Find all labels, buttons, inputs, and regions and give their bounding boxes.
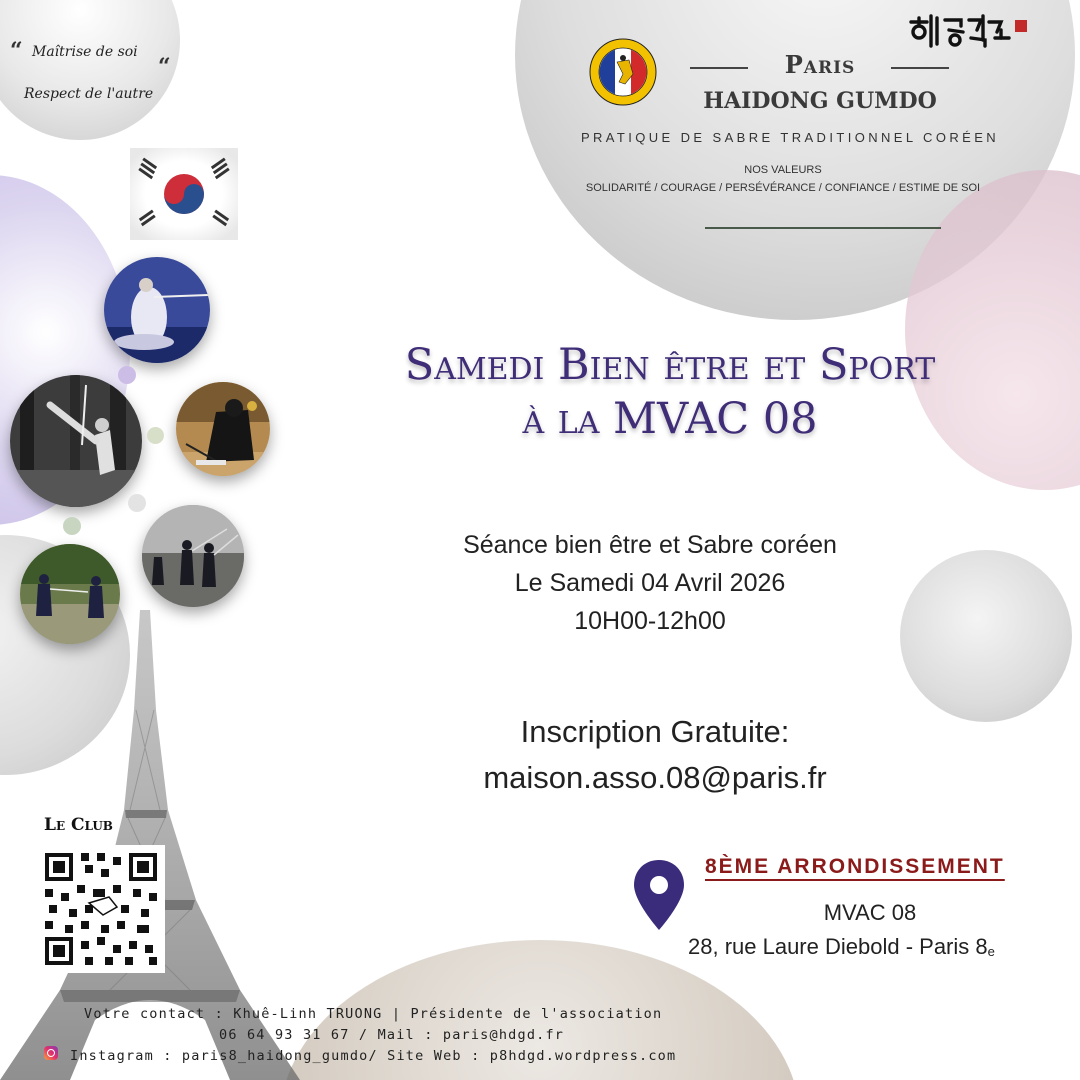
location-district: 8ÈME ARRONDISSEMENT <box>705 855 1005 878</box>
header-line-left <box>690 67 748 69</box>
location-address-suffix: e <box>987 944 995 959</box>
session-date: Le Samedi 04 Avril 2026 <box>514 569 786 597</box>
quote-line-self-control: Maîtrise de soi <box>32 44 138 60</box>
photo-beach-practice <box>142 505 244 607</box>
map-pin-icon <box>632 858 686 932</box>
decorative-dot <box>118 366 136 384</box>
header-club-name: HAIDONG GUMDO <box>703 88 937 114</box>
registration-email[interactable]: maison.asso.08@paris.fr <box>483 760 827 795</box>
registration-label: Inscription Gratuite: <box>520 714 790 749</box>
header-values: SOLIDARITÉ / COURAGE / PERSÉVÉRANCE / CONFIANCE / ESTIME DE SOI <box>585 182 981 194</box>
korean-flag-icon <box>130 148 238 240</box>
event-title-line2: à la MVAC 08 <box>522 394 818 444</box>
session-description: Séance bien être et Sabre coréen <box>463 531 837 559</box>
contact-person: Votre contact : Khuê-Linh TRUONG | Présidente de l'association <box>84 1006 663 1022</box>
photo-forest-kick <box>10 375 142 507</box>
quote-close-mark: “ <box>158 54 171 80</box>
club-logo <box>589 38 657 106</box>
location-address <box>688 934 1078 960</box>
decorative-dot <box>128 494 146 512</box>
header-practice: PRATIQUE DE SABRE TRADITIONNEL CORÉEN <box>580 130 1000 145</box>
quote-line-respect: Respect de l'autre <box>24 86 154 102</box>
location-address-text: 28, rue Laure Diebold - Paris 8 <box>688 934 988 959</box>
decorative-dot <box>63 517 81 535</box>
contact-instagram-site: Instagram : paris8_haidong_gumdo/ Site Web : p8hdgd.wordpress.com <box>70 1048 677 1064</box>
club-label: Le Club <box>44 815 113 835</box>
session-time: 10H00-12h00 <box>574 607 726 635</box>
contact-phone-mail: 06 64 93 31 67 / Mail : paris@hdgd.fr <box>219 1027 565 1043</box>
decorative-circle-top-left <box>0 0 180 140</box>
location-name: MVAC 08 <box>823 900 917 925</box>
photo-kneeling-practitioner <box>176 382 270 476</box>
event-title-line1: Samedi Bien être et Sport <box>404 340 936 390</box>
header-city: Paris <box>784 50 856 79</box>
instagram-icon <box>44 1046 58 1060</box>
quote-open-mark: “ <box>10 38 23 64</box>
decorative-dot <box>147 427 164 444</box>
header-values-title: NOS VALEURS <box>744 164 822 176</box>
photo-sword-performer <box>104 257 210 363</box>
event-title <box>300 338 1040 446</box>
header-line-right <box>891 67 949 69</box>
header-divider <box>705 227 941 229</box>
korean-calligraphy-logo <box>905 10 1035 52</box>
photo-field-duel <box>20 544 120 644</box>
club-qr-code[interactable] <box>37 845 165 973</box>
